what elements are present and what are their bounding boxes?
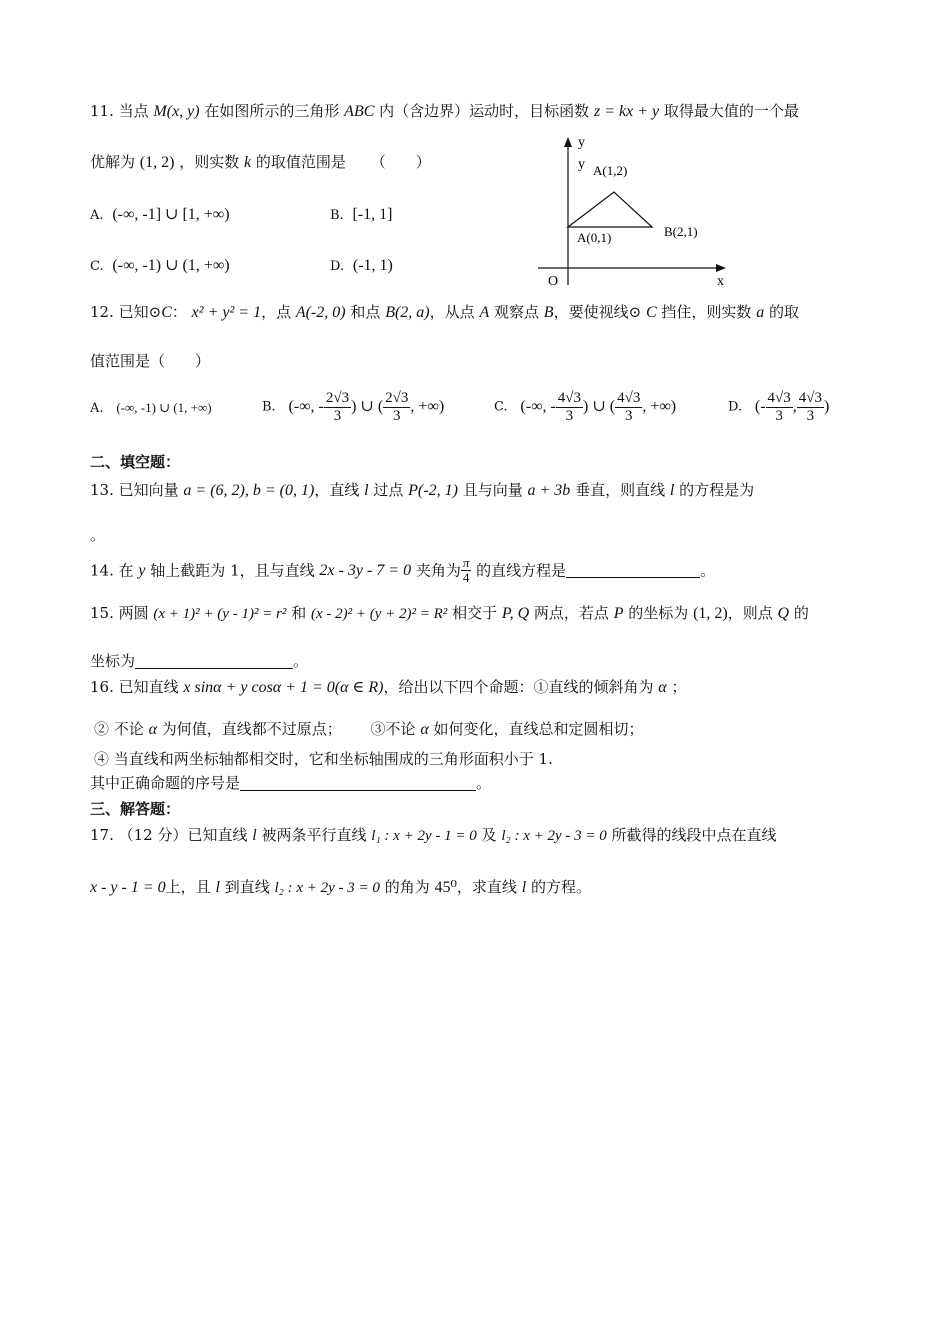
numerator: 4√3 (798, 390, 822, 406)
option-value: (-∞, - (288, 398, 324, 415)
y-axis-arrow (564, 137, 572, 147)
q17-text: ，求直线 (456, 878, 517, 896)
label-point-top: A(1,2) (593, 163, 628, 178)
q15-text: 的坐标为 (628, 604, 689, 622)
math-q: Q (777, 605, 790, 622)
answer-blank[interactable] (240, 776, 476, 791)
option-label: C. (494, 399, 508, 415)
numerator: 2√3 (325, 390, 350, 406)
q12-option-a (90, 400, 212, 415)
option-label: C. (90, 259, 104, 274)
q16-line2 (94, 722, 644, 738)
q15-line2 (90, 654, 308, 669)
numerator: 4√3 (557, 390, 582, 406)
q13-text: 的方程是为 (679, 481, 755, 499)
q12-text: 值范围是（ ） (90, 352, 211, 370)
math-c: C (645, 304, 657, 321)
math-alpha: α (658, 679, 667, 696)
q14-text: 的直线方程是 (476, 561, 567, 580)
math-alpha: α (148, 721, 157, 738)
q16-text: 如何变化，直线总和定圆相切； (433, 720, 644, 738)
denominator: 3 (806, 407, 815, 424)
q16-text: ② 不论 (94, 720, 144, 738)
math-circle1: (x + 1)² + (y - 1)² = r² (153, 606, 287, 622)
triangle-abc (568, 192, 652, 227)
math-a-var: a (756, 304, 765, 321)
q15-text: 相交于 (452, 604, 498, 622)
q12-option-d (728, 390, 829, 424)
q12-option-b (262, 390, 444, 424)
option-value: , +∞) (410, 398, 445, 415)
q16-text: ； (671, 678, 687, 696)
denominator: 3 (333, 407, 342, 424)
q15-text: ，则点 (727, 604, 773, 622)
fraction (766, 390, 793, 424)
option-label: D. (330, 259, 345, 274)
q12-option-c (494, 390, 676, 424)
option-value: [-1, 1] (352, 206, 393, 223)
math-l2: l₂ : x + 2y - 3 = 0 (274, 880, 380, 896)
q13-text: 13. 已知向量 (90, 481, 179, 499)
math-midline: x - y - 1 = 0 (90, 879, 166, 896)
option-value: (-1, 1) (352, 257, 393, 274)
option-label: B. (330, 208, 344, 223)
q17-text: 的方程。 (530, 878, 591, 896)
q12-text: 和点 (350, 303, 381, 321)
q16-text: 为何值，直线都不过原点； (161, 720, 342, 738)
q11-text: 优解为 (90, 153, 136, 171)
option-value: (-∞, -1) ∪ (1, +∞) (116, 400, 212, 415)
y-label: y (578, 135, 585, 150)
q12-text: 的取 (768, 303, 799, 321)
math-l: l (669, 482, 675, 499)
q15-line1 (90, 606, 809, 622)
q16-text: ，给出以下四个命题：①直线的倾斜角为 (383, 678, 654, 696)
math-l: l (521, 879, 527, 896)
q15-text: 。 (293, 652, 309, 670)
math-point-p: P(-2, 1) (408, 482, 458, 499)
q11-line2 (90, 155, 431, 171)
q11-option-c (90, 258, 230, 274)
y-label: y (578, 157, 585, 172)
q16-text: 其中正确命题的序号是 (90, 774, 241, 792)
option-value: ) ∪ ( (583, 398, 616, 415)
q17-text: 到直线 (224, 878, 270, 896)
q11-option-a (90, 207, 230, 223)
answer-paren: （ ） (370, 153, 431, 171)
q12-text: ，要使视线⊙ (553, 303, 642, 321)
q16-line3 (94, 752, 553, 767)
math-pq: P, Q (501, 605, 530, 622)
math-vector-sum: a + 3b (527, 482, 571, 499)
q16-text: ④ 当直线和两坐标轴都相交时，它和坐标轴围成的三角形面积小于 1. (94, 750, 553, 768)
option-value: (- (754, 398, 766, 415)
q11-line1 (90, 104, 799, 120)
option-label: A. (90, 208, 104, 223)
q15-text: 两点，若点 (533, 604, 609, 622)
option-value: (-∞, -1) ∪ (1, +∞) (112, 257, 230, 274)
q13-text: 过点 (373, 481, 404, 499)
label-point-right: B(2,1) (664, 224, 698, 239)
fraction (615, 390, 642, 424)
option-value: (-∞, - (520, 398, 556, 415)
math-point-m: M(x, y) (153, 103, 200, 120)
triangle-figure (520, 130, 740, 290)
math-line-eq: 2x - 3y - 7 = 0 (319, 561, 412, 579)
fraction (797, 390, 824, 424)
q17-line1 (90, 828, 777, 844)
math-y: y (138, 561, 146, 579)
q17-text: 17. （12 分）已知直线 (90, 826, 248, 844)
q17-text: 上，且 (165, 878, 211, 896)
option-value: ) ∪ ( (351, 398, 384, 415)
section-solve-header: 三、解答题： (90, 800, 181, 818)
q11-text: 取得最大值的一个最 (663, 102, 799, 120)
math-line-param: x sinα + y cosα + 1 = 0(α ∈ R) (183, 679, 384, 696)
q12-text: 挡住，则实数 (661, 303, 752, 321)
q15-text: 坐标为 (90, 652, 136, 670)
q12-text: ： (171, 303, 187, 321)
math-circle-eq: x² + y² = 1 (191, 304, 262, 321)
fraction (383, 390, 410, 424)
origin-label: O (548, 274, 559, 289)
q12-text: 观察点 (494, 303, 540, 321)
section-fill-in-header: 二、填空题： (90, 453, 181, 471)
option-value: ) (824, 398, 830, 415)
math-angle: 45⁰ (434, 879, 457, 896)
math-c: C (161, 304, 172, 321)
q17-text: 所截得的线段中点在直线 (611, 826, 777, 844)
math-b: B (543, 304, 554, 321)
math-vectors: a = (6, 2), b = (0, 1) (183, 482, 315, 499)
math-l: l (215, 879, 220, 896)
label-point-left: A(0,1) (577, 230, 612, 245)
q15-text: 的 (793, 604, 809, 622)
q15-text: 和 (291, 604, 307, 622)
option-value: , (792, 398, 797, 415)
denominator: 3 (565, 407, 574, 424)
q13-text: 。 (90, 526, 106, 544)
q16-text: 。 (476, 774, 492, 792)
fraction (324, 390, 351, 424)
q14-text: 夹角为 (415, 561, 461, 580)
q14-text: 轴上截距为 1，且与直线 (150, 561, 315, 580)
numerator: 4√3 (767, 390, 791, 406)
q13-line2 (90, 528, 105, 543)
answer-blank[interactable] (135, 654, 293, 669)
math-objective: z = kx + y (593, 103, 660, 120)
option-label: D. (728, 399, 743, 415)
math-circle2: (x - 2)² + (y + 2)² = R² (310, 606, 448, 622)
denominator: 3 (624, 407, 633, 424)
math-a: A (479, 304, 490, 321)
math-l1: l₁ : x + 2y - 1 = 0 (371, 828, 477, 844)
math-l2: l₂ : x + 2y - 3 = 0 (501, 828, 607, 844)
q12-text: 12. 已知⊙ (90, 303, 162, 321)
math-p: P (613, 605, 624, 622)
math-point-b: B(2, a) (385, 304, 430, 321)
q11-text: ，则实数 (179, 153, 240, 171)
q14-text: 14. 在 (90, 561, 134, 580)
q12-text: ，点 (261, 303, 292, 321)
q16-line1 (90, 680, 686, 696)
q16-text: 16. 已知直线 (90, 678, 179, 696)
math-point-a: A(-2, 0) (295, 304, 346, 321)
option-label: A. (90, 401, 104, 416)
numerator: 2√3 (385, 390, 409, 406)
numerator: 4√3 (617, 390, 641, 406)
option-label: B. (262, 399, 276, 415)
q13-text: ，直线 (314, 481, 360, 499)
q15-text: 15. 两圆 (90, 604, 149, 622)
numerator: π (462, 555, 470, 570)
answer-blank[interactable] (566, 563, 700, 578)
option-value: , +∞) (642, 398, 677, 415)
fraction-pi-4 (461, 556, 472, 586)
x-label: x (717, 274, 724, 289)
q11-option-d (330, 258, 393, 274)
q16-line4 (90, 776, 491, 791)
q17-text: 的角为 (384, 878, 430, 896)
math-k: k (244, 154, 252, 171)
math-coord: (1, 2) (693, 605, 728, 622)
math-triangle-abc: ABC (344, 103, 375, 120)
math-optimal: (1, 2) (139, 154, 175, 171)
q17-line2 (90, 880, 591, 896)
q11-text: 在如图所示的三角形 (204, 102, 340, 120)
option-value: (-∞, -1] ∪ [1, +∞) (112, 206, 230, 223)
q12-line2 (90, 354, 210, 369)
q11-text: 内（含边界）运动时，目标函数 (379, 102, 590, 120)
q11-option-b (330, 207, 392, 223)
q12-line1 (90, 305, 799, 321)
q17-text: 及 (481, 826, 497, 844)
math-l: l (364, 482, 369, 499)
q11-text: 11. 当点 (90, 102, 149, 120)
q12-text: ，从点 (429, 303, 475, 321)
math-alpha: α (420, 721, 429, 738)
fraction (556, 390, 583, 424)
q13-text: 垂直，则直线 (575, 481, 666, 499)
denominator: 4 (462, 570, 470, 586)
q13-text: 且与向量 (462, 481, 523, 499)
denominator: 3 (393, 407, 401, 424)
math-l: l (252, 827, 257, 844)
q16-text: ③不论 (370, 720, 416, 738)
denominator: 3 (775, 407, 783, 424)
q14-line (90, 556, 715, 586)
q14-text: 。 (700, 561, 716, 580)
q13-line1 (90, 483, 754, 499)
x-axis-arrow (716, 264, 726, 272)
q11-text: 的取值范围是 (255, 153, 346, 171)
q17-text: 被两条平行直线 (261, 826, 367, 844)
